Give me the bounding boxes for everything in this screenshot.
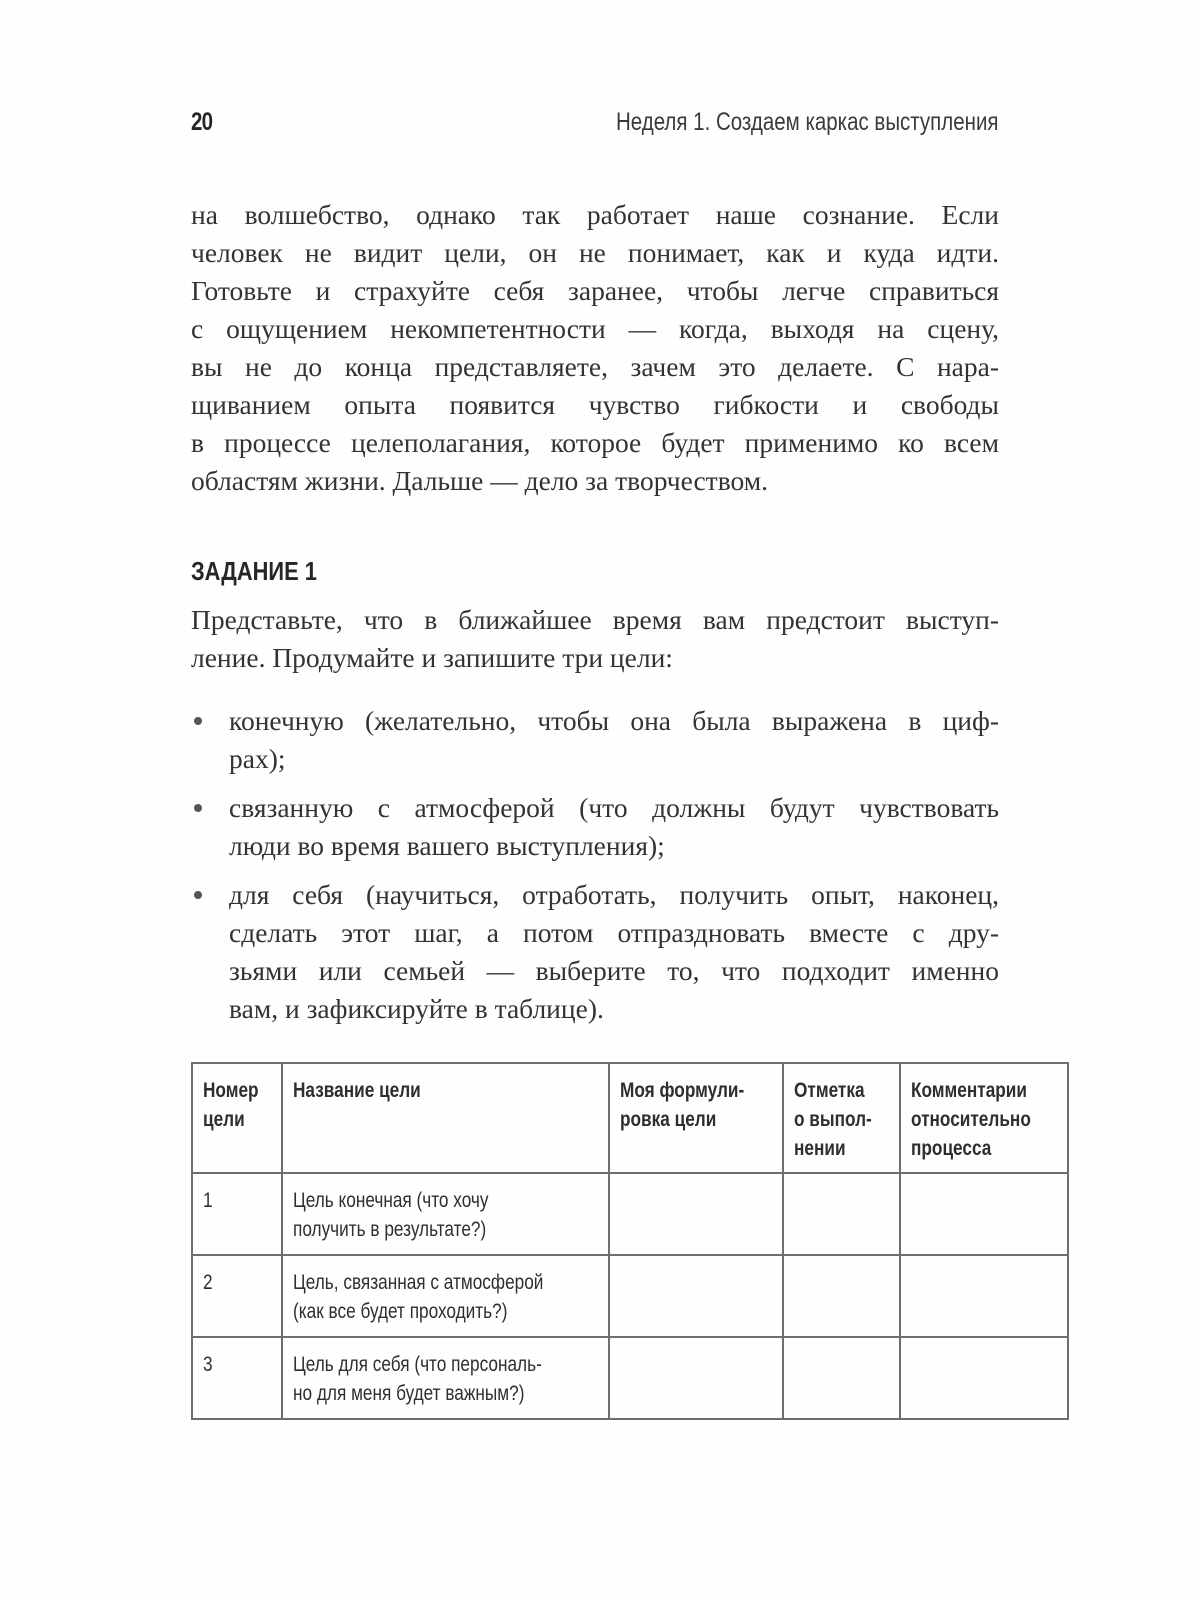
goal-number-cell: 2	[192, 1255, 282, 1337]
text-line: для себя (научиться, отработать, получить опыт, наконец,	[229, 879, 999, 910]
goal-number-cell: 1	[192, 1173, 282, 1255]
text-line: рах);	[229, 743, 286, 774]
goal-name-cell: Цель конечная (что хочу получить в результате?)	[282, 1173, 609, 1255]
header-my-formulation: Моя формули- ровка цели	[609, 1063, 783, 1173]
bullet-item-personal-goal	[191, 876, 999, 1028]
bullet-dot-icon	[194, 717, 202, 725]
goal-bullet-list	[191, 702, 999, 1039]
completion-mark-cell[interactable]	[783, 1255, 900, 1337]
running-head	[191, 108, 999, 148]
chapter-title: Неделя 1. Создаем каркас выступления	[616, 108, 999, 136]
text-line: люди во время вашего выступления);	[229, 830, 665, 861]
comments-cell[interactable]	[900, 1255, 1068, 1337]
goals-table	[191, 1062, 1069, 1420]
text-line: Готовьте и страхуйте себя заранее, чтобы легче справиться	[191, 275, 999, 306]
text-line: Представьте, что в ближайшее время вам предстоит выступ-	[191, 604, 999, 635]
bullet-dot-icon	[194, 891, 202, 899]
completion-mark-cell[interactable]	[783, 1173, 900, 1255]
task-heading: ЗАДАНИЕ 1	[191, 556, 317, 586]
goal-name-cell: Цель, связанная с атмосферой (как все будет проходить?)	[282, 1255, 609, 1337]
text-line: зьями или семьей — выберите то, что подходит именно	[229, 955, 999, 986]
text-line: щиванием опыта появится чувство гибкости и свободы	[191, 389, 999, 420]
task-intro-paragraph	[191, 601, 999, 677]
text-line: сделать этот шаг, а потом отпраздновать вместе с дру-	[229, 917, 999, 948]
comments-cell[interactable]	[900, 1173, 1068, 1255]
comments-cell[interactable]	[900, 1337, 1068, 1419]
text-line: областям жизни. Дальше — дело за творчеством.	[191, 465, 769, 496]
bullet-item-atmosphere-goal	[191, 789, 999, 865]
header-goal-number: Номер цели	[192, 1063, 282, 1173]
text-line: вам, и зафиксируйте в таблице).	[229, 993, 604, 1024]
formulation-cell[interactable]	[609, 1337, 783, 1419]
text-line: ление. Продумайте и запишите три цели:	[191, 642, 673, 673]
bullet-item-final-goal	[191, 702, 999, 778]
text-line: конечную (желательно, чтобы она была выражена в циф-	[229, 705, 999, 736]
text-line: на волшебство, однако так работает наше сознание. Если	[191, 199, 999, 230]
text-line: связанную с атмосферой (что должны будут чувствовать	[229, 792, 999, 823]
bullet-dot-icon	[194, 804, 202, 812]
text-line: с ощущением некомпетентности — когда, выходя на сцену,	[191, 313, 999, 344]
table-row	[192, 1173, 1068, 1255]
goal-number-cell: 3	[192, 1337, 282, 1419]
formulation-cell[interactable]	[609, 1173, 783, 1255]
header-process-comments: Комментарии относительно процесса	[900, 1063, 1068, 1173]
goal-name-cell: Цель для себя (что персональ- но для меня будет важным?)	[282, 1337, 609, 1419]
completion-mark-cell[interactable]	[783, 1337, 900, 1419]
text-line: в процессе целеполагания, которое будет применимо ко всем	[191, 427, 999, 458]
table-header-row	[192, 1063, 1068, 1173]
intro-paragraph	[191, 196, 999, 500]
table-row	[192, 1337, 1068, 1419]
header-goal-name: Название цели	[282, 1063, 609, 1173]
text-line: вы не до конца представляете, зачем это делаете. С нара-	[191, 351, 999, 382]
text-line: человек не видит цели, он не понимает, как и куда идти.	[191, 237, 999, 268]
page-number: 20	[191, 108, 213, 136]
header-completion-mark: Отметка о выпол- нении	[783, 1063, 900, 1173]
table-row	[192, 1255, 1068, 1337]
formulation-cell[interactable]	[609, 1255, 783, 1337]
